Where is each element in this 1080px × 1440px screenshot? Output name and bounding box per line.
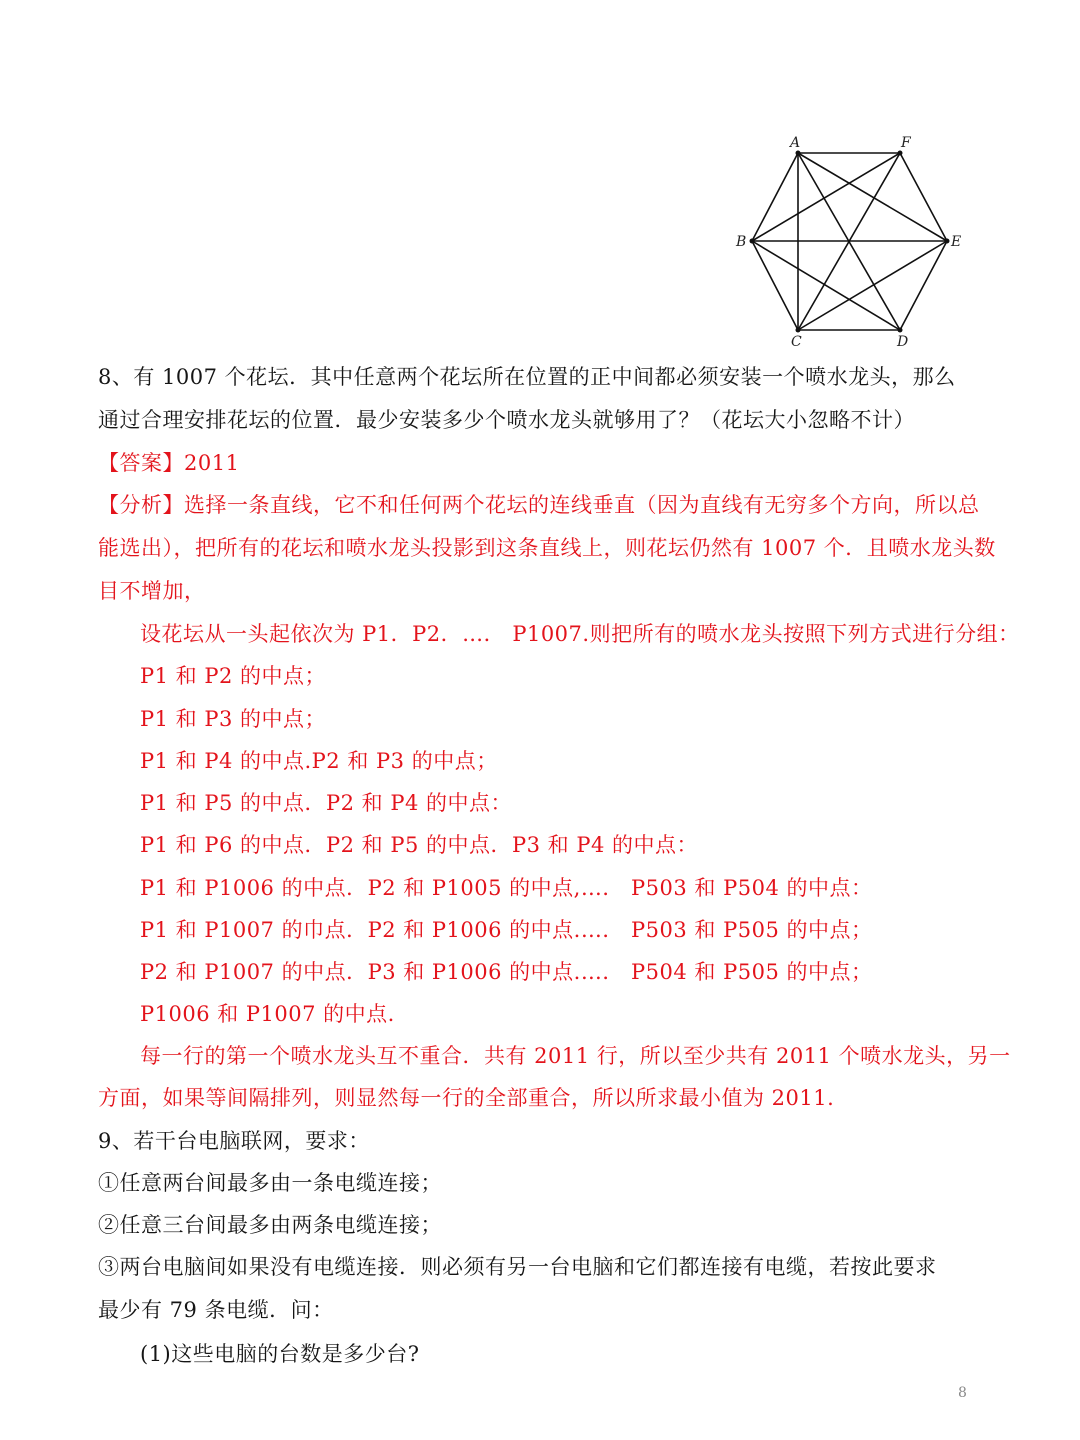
problem8-line1: 8、有 1007 个花坛．其中任意两个花坛所在位置的正中间都必须安装一个喷水龙头，那么: [98, 365, 956, 389]
diagonal-CE: [798, 241, 947, 330]
analysis-line-8: P1 和 P5 的中点．P2 和 P4 的中点：: [140, 791, 513, 815]
analysis-line-4: 设花坛从一头起依次为 P1．P2．…． P1007.则把所有的喷水龙头按照下列方式进行分组：: [140, 622, 1020, 646]
analysis-line-2: 能选出），把所有的花坛和喷水龙头投影到这条直线上，则花坛仍然有 1007 个．且喷水龙头数: [98, 536, 996, 560]
vertex-E: [945, 239, 950, 244]
problem8-line2: 通过合理安排花坛的位置．最少安装多少个喷水龙头就够用了？（花坛大小忽略不计）: [98, 408, 915, 432]
analysis-line-3: 目不增加，: [98, 579, 206, 603]
analysis-line-15: 方面，如果等间隔排列，则显然每一行的全部重合，所以所求最小值为 2011.: [98, 1086, 835, 1110]
vertex-B: [750, 239, 755, 244]
label-C: C: [791, 334, 802, 350]
hexagon-diagram: [728, 132, 978, 354]
analysis-line-13: P1006 和 P1007 的中点.: [140, 1002, 395, 1026]
label-E: E: [951, 234, 962, 250]
problem9-line-5: 最少有 79 条电缆．问：: [98, 1298, 334, 1322]
analysis-line-5: P1 和 P2 的中点；: [140, 664, 327, 688]
problem9-line-3: ②任意三台间最多由两条电缆连接；: [98, 1213, 442, 1237]
label-F: F: [901, 135, 911, 151]
analysis-line-12: P2 和 P1007 的中点．P3 和 P1006 的中点.…． P504 和 P505 的中点；: [140, 960, 873, 984]
vertex-C: [796, 328, 801, 333]
label-B: B: [736, 234, 747, 250]
vertex-A: [796, 151, 801, 156]
problem9-line-6: (1)这些电脑的台数是多少台?: [140, 1342, 420, 1366]
vertex-D: [898, 328, 903, 333]
analysis-line-11: P1 和 P1007 的巾点．P2 和 P1006 的中点.…． P503 和 P505 的中点；: [140, 918, 873, 942]
analysis-line-10: P1 和 P1006 的中点．P2 和 P1005 的中点,…． P503 和 P504 的中点：: [140, 876, 873, 900]
problem9-line-4: ③两台电脑间如果没有电缆连接．则必须有另一台电脑和它们都连接有电缆，若按此要求: [98, 1255, 937, 1279]
analysis-line-6: P1 和 P3 的中点；: [140, 707, 327, 731]
vertex-F: [898, 151, 903, 156]
analysis-line-9: P1 和 P6 的中点．P2 和 P5 的中点．P3 和 P4 的中点：: [140, 833, 699, 857]
page-number: 8: [958, 1385, 967, 1401]
analysis-line-7: P1 和 P4 的中点.P2 和 P3 的中点；: [140, 749, 498, 773]
diagonal-AE: [798, 153, 947, 241]
analysis-line-14: 每一行的第一个喷水龙头互不重合．共有 2011 行，所以至少共有 2011 个喷水龙头，另一: [140, 1044, 1011, 1068]
problem9-line-1: 9、若干台电脑联网，要求：: [98, 1129, 370, 1153]
label-D: D: [897, 334, 909, 350]
answer-line: 【答案】2011: [98, 451, 240, 475]
label-A: A: [790, 135, 801, 151]
analysis-line-1: 【分析】选择一条直线，它不和任何两个花坛的连线垂直（因为直线有无穷多个方向，所以总: [98, 493, 980, 517]
problem9-line-2: ①任意两台间最多由一条电缆连接；: [98, 1171, 442, 1195]
hexagon-svg: [728, 132, 978, 354]
